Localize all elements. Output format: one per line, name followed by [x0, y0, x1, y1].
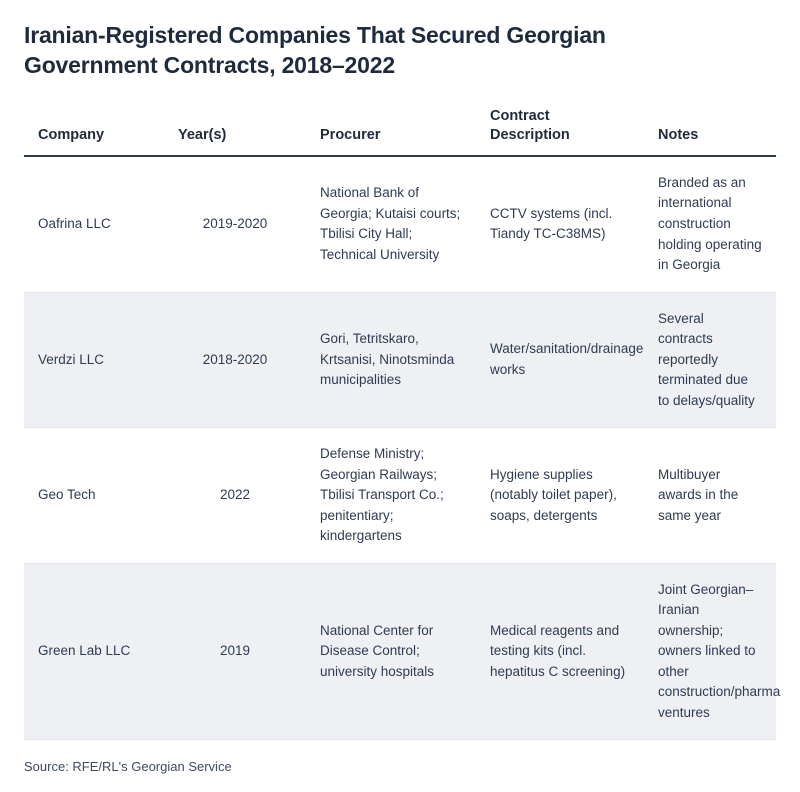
table-row — [24, 563, 776, 740]
table-row — [24, 156, 776, 292]
column-header-contract-description: Contract Description — [490, 107, 570, 143]
cell-procurer: National Bank of Georgia; Kutaisi courts; Tbilisi City Hall; Technical University — [306, 156, 476, 292]
cell-contract-description: Hygiene supplies (notably toilet paper), soaps, detergents — [476, 428, 644, 564]
contracts-table — [24, 107, 781, 741]
cell-company: Green Lab LLC — [24, 563, 164, 740]
table-header-row — [24, 107, 776, 156]
table-row — [24, 292, 776, 428]
column-header-notes: Notes — [658, 126, 699, 143]
cell-notes: Multibuyer awards in the same year — [644, 428, 776, 564]
cell-company: Geo Tech — [24, 428, 164, 564]
cell-procurer: National Center for Disease Control; university hospitals — [306, 563, 476, 740]
cell-company: Verdzi LLC — [24, 292, 164, 428]
cell-notes: Several contracts reportedly terminated due to delays/quality — [644, 292, 776, 428]
cell-years: 2019-2020 — [164, 156, 306, 292]
cell-contract-description: CCTV systems (incl. Tiandy TC-C38MS) — [476, 156, 644, 292]
column-header-company: Company — [38, 126, 105, 143]
cell-years: 2022 — [164, 428, 306, 564]
cell-years: 2018-2020 — [164, 292, 306, 428]
cell-company: Oafrina LLC — [24, 156, 164, 292]
table-row — [24, 428, 776, 564]
cell-procurer: Gori, Tetritskaro, Krtsanisi, Ninotsminda municipalities — [306, 292, 476, 428]
cell-procurer: Defense Ministry; Georgian Railways; Tbilisi Transport Co.; penitentiary; kindergartens — [306, 428, 476, 564]
column-header-years: Year(s) — [178, 126, 227, 143]
cell-contract-description: Medical reagents and testing kits (incl. hepatitus C screening) — [476, 563, 644, 740]
table-header — [24, 107, 776, 156]
page-title: Iranian-Registered Companies That Secured Georgian Government Contracts, 2018–2022 — [24, 22, 606, 79]
cell-notes: Joint Georgian–Iranian ownership; owners linked to other construction/pharma ventures — [644, 563, 776, 740]
cell-years: 2019 — [164, 563, 306, 740]
source-note: Source: RFE/RL's Georgian Service — [24, 759, 232, 774]
table-body — [24, 156, 781, 740]
cell-notes: Branded as an international construction holding operating in Georgia — [644, 156, 776, 292]
cell-contract-description: Water/sanitation/drainage works — [476, 292, 644, 428]
column-header-procurer: Procurer — [320, 126, 381, 143]
